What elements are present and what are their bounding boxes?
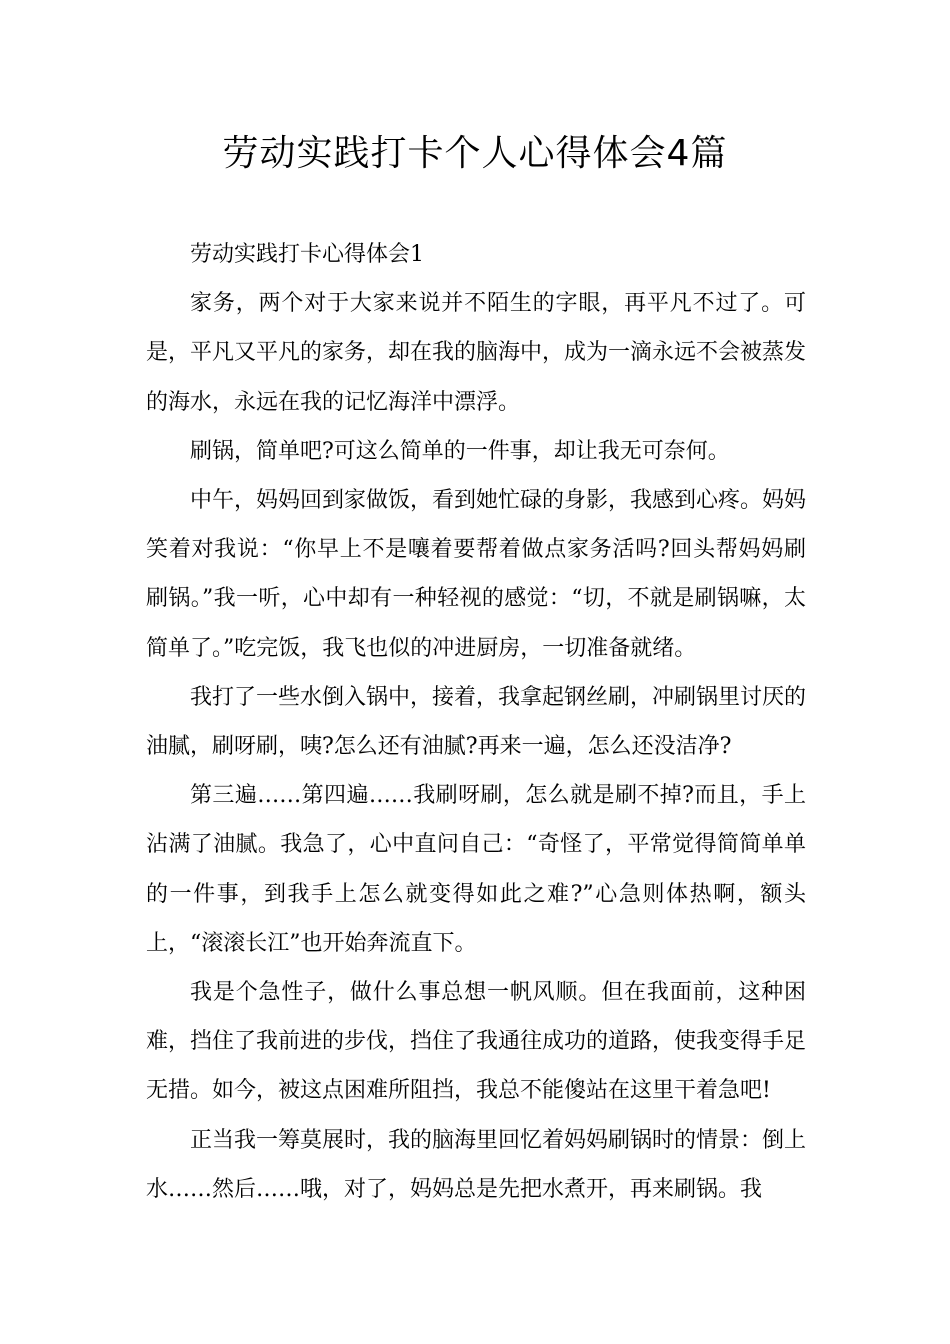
paragraph: 我是个急性子，做什么事总想一帆风顺。但在我面前，这种困难，挡住了我前进的步伐，挡住了我通往成功的道路，使我变得手足无措。如今，被这点困难所阻挡，我总不能傻站在这里干着急吧!: [146, 980, 807, 1104]
paragraph: 家务，两个对于大家来说并不陌生的字眼，再平凡不过了。可是，平凡又平凡的家务，却在我的脑海中，成为一滴永远不会被蒸发的海水，永远在我的记忆海洋中漂浮。: [146, 291, 807, 415]
paragraph: 我打了一些水倒入锅中，接着，我拿起钢丝刷，冲刷锅里讨厌的油腻，刷呀刷，咦?怎么还有油腻?再来一遍，怎么还没洁净?: [146, 684, 807, 760]
paragraph: 中午，妈妈回到家做饭，看到她忙碌的身影，我感到心疼。妈妈笑着对我说：“你早上不是嚷着要帮着做点家务活吗?回头帮妈妈刷刷锅。”我一听，心中却有一种轻视的感觉：“切，不就是刷锅嘛，太简单了。”吃完饭，我飞也似的冲进厨房，一切准备就绪。: [146, 488, 807, 661]
document-body: [146, 230, 806, 1214]
paragraph: 正当我一筹莫展时，我的脑海里回忆着妈妈刷锅时的情景：倒上水……然后……哦，对了，妈妈总是先把水煮开，再来刷锅。我: [146, 1127, 807, 1202]
section-heading: 劳动实践打卡心得体会1: [190, 242, 424, 267]
paragraph: 第三遍……第四遍……我刷呀刷，怎么就是刷不掉?而且，手上沾满了油腻。我急了，心中直问自己：“奇怪了，平常觉得简简单单的一件事，到我手上怎么就变得如此之难?”心急则体热啊，额头上，“滚滚长江”也开始奔流直下。: [146, 783, 806, 956]
paragraph: 刷锅，简单吧?可这么简单的一件事，却让我无可奈何。: [190, 438, 730, 464]
document-title: 劳动实践打卡个人心得体会4篇: [222, 133, 728, 174]
